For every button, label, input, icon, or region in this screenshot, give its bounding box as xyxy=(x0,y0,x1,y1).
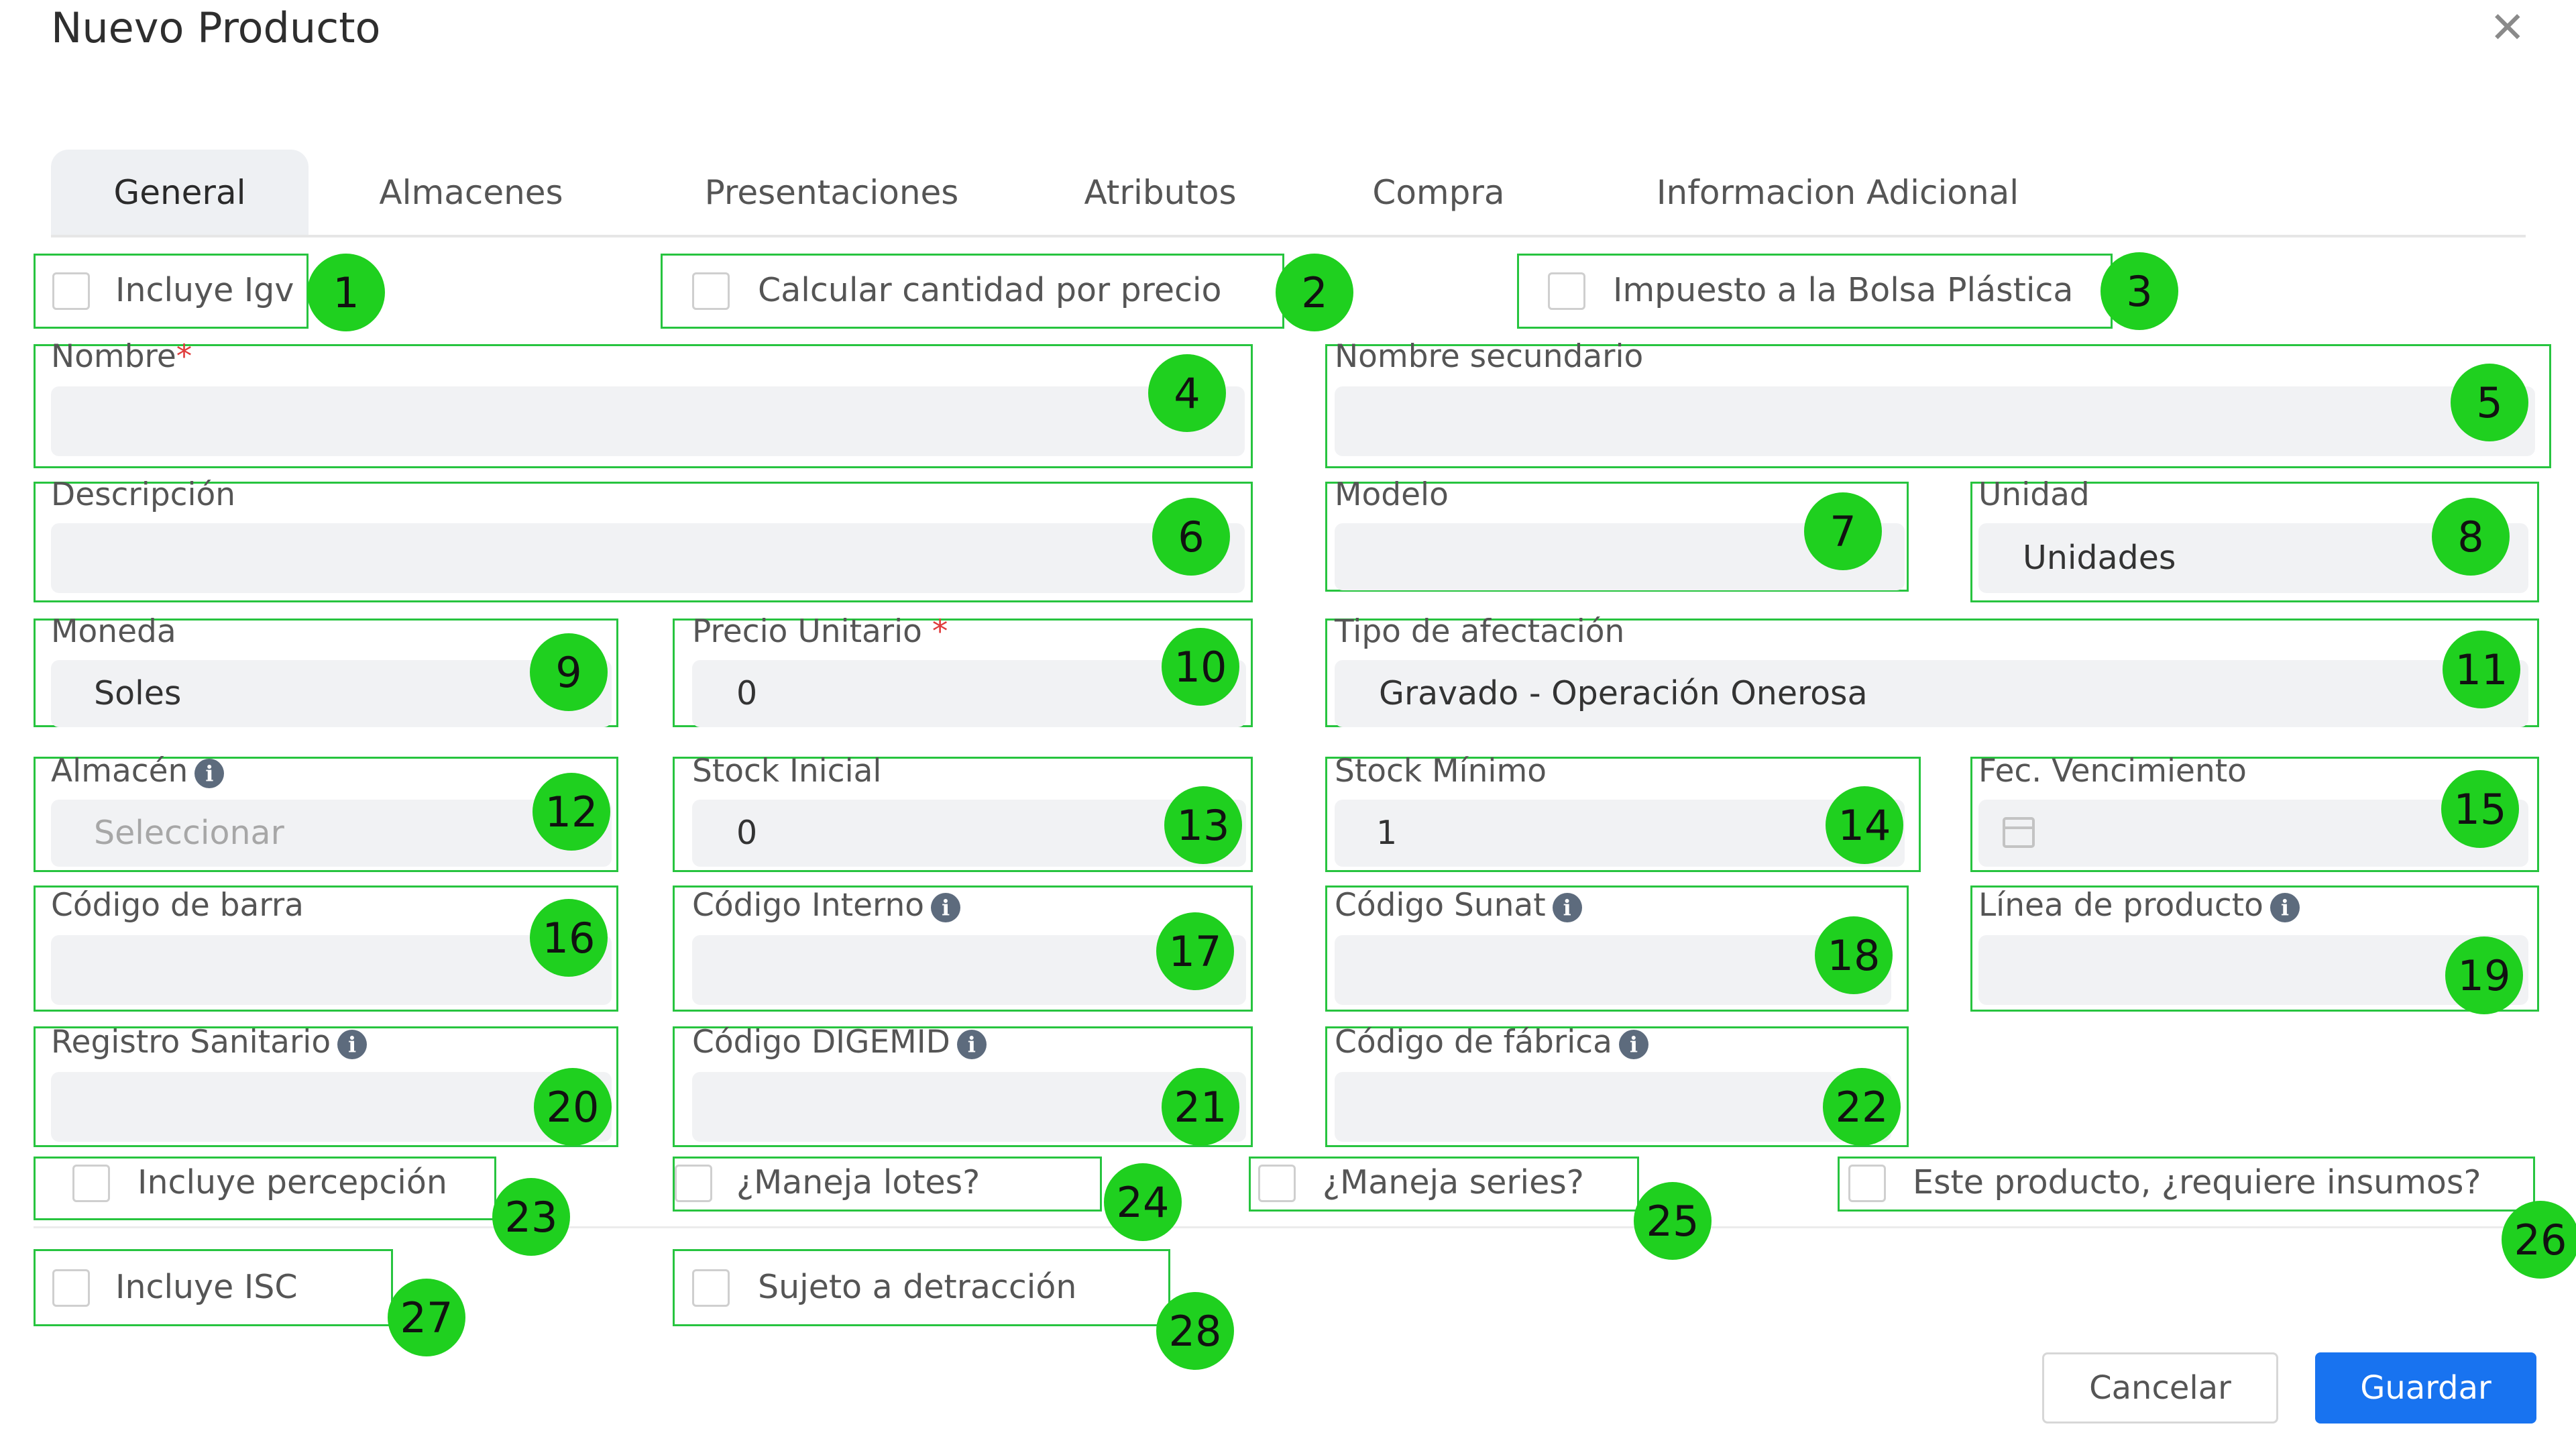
maneja-series-label: ¿Maneja series? xyxy=(1323,1163,1584,1201)
codigo-sunat-input[interactable] xyxy=(1335,935,1891,1005)
tab-underline xyxy=(51,235,2526,237)
info-icon[interactable]: i xyxy=(931,893,960,922)
calendar-icon[interactable] xyxy=(2003,817,2035,848)
close-icon[interactable]: ✕ xyxy=(2489,3,2526,53)
badge-14: 14 xyxy=(1826,786,1903,864)
stock-minimo-input[interactable] xyxy=(1335,800,1905,867)
tab-almacenes[interactable]: Almacenes xyxy=(379,172,563,212)
badge-15: 15 xyxy=(2441,770,2519,848)
moneda-label: Moneda xyxy=(51,613,176,650)
badge-28: 28 xyxy=(1156,1292,1234,1370)
badge-5: 5 xyxy=(2451,364,2528,441)
badge-4: 4 xyxy=(1148,354,1226,432)
info-icon[interactable]: i xyxy=(1553,893,1582,922)
incluye-percepcion-label: Incluye percepción xyxy=(137,1163,447,1201)
badge-10: 10 xyxy=(1162,628,1239,706)
incluye-percepcion-checkbox[interactable] xyxy=(72,1165,110,1202)
descripcion-label: Descripción xyxy=(51,476,236,513)
codigo-fabrica-input[interactable] xyxy=(1335,1072,1891,1142)
tipo-afectacion-label: Tipo de afectación xyxy=(1335,613,1625,650)
badge-26: 26 xyxy=(2502,1201,2576,1279)
badge-1: 1 xyxy=(307,254,385,331)
tab-informacion-adicional[interactable]: Informacion Adicional xyxy=(1656,172,2019,212)
nombre-secundario-label: Nombre secundario xyxy=(1335,338,1644,375)
info-icon[interactable]: i xyxy=(194,759,224,788)
impuesto-bolsa-checkbox[interactable] xyxy=(1548,272,1585,310)
cancel-button[interactable]: Cancelar xyxy=(2042,1352,2278,1424)
nombre-secundario-input[interactable] xyxy=(1335,386,2535,456)
precio-unitario-label: Precio Unitario * xyxy=(692,613,948,650)
stock-inicial-value: 0 xyxy=(736,814,758,852)
divider xyxy=(34,1226,2542,1228)
fec-vencimiento-label: Fec. Vencimiento xyxy=(1978,753,2247,790)
modelo-label: Modelo xyxy=(1335,476,1449,513)
stock-inicial-label: Stock Inicial xyxy=(692,753,882,790)
calcular-cantidad-label: Calcular cantidad por precio xyxy=(758,271,1222,309)
registro-sanitario-label: Registro Sanitario i xyxy=(51,1025,367,1060)
descripcion-input[interactable] xyxy=(51,523,1245,593)
almacen-placeholder: Seleccionar xyxy=(94,814,284,852)
tab-compra[interactable]: Compra xyxy=(1372,172,1505,212)
badge-21: 21 xyxy=(1162,1068,1239,1146)
badge-23: 23 xyxy=(492,1178,570,1256)
badge-12: 12 xyxy=(533,773,610,851)
sujeto-detraccion-label: Sujeto a detracción xyxy=(758,1268,1077,1306)
badge-8: 8 xyxy=(2432,498,2510,576)
incluye-igv-checkbox[interactable] xyxy=(52,272,90,310)
badge-19: 19 xyxy=(2445,936,2523,1014)
badge-25: 25 xyxy=(1634,1182,1712,1260)
info-icon[interactable]: i xyxy=(1619,1030,1648,1059)
requiere-insumos-checkbox[interactable] xyxy=(1848,1165,1886,1202)
nombre-input[interactable] xyxy=(51,386,1245,456)
moneda-value: Soles xyxy=(94,674,182,712)
incluye-igv-label: Incluye Igv xyxy=(115,271,294,309)
badge-3: 3 xyxy=(2101,252,2178,330)
codigo-barra-label: Código de barra xyxy=(51,887,304,924)
maneja-series-checkbox[interactable] xyxy=(1258,1165,1296,1202)
badge-6: 6 xyxy=(1152,498,1230,576)
tab-general[interactable]: General xyxy=(51,150,309,235)
info-icon[interactable]: i xyxy=(337,1030,367,1059)
codigo-interno-label: Código Interno i xyxy=(692,888,960,923)
badge-18: 18 xyxy=(1815,916,1893,994)
incluye-isc-checkbox[interactable] xyxy=(52,1269,90,1307)
codigo-barra-input[interactable] xyxy=(51,935,612,1005)
badge-13: 13 xyxy=(1164,786,1242,864)
info-icon[interactable]: i xyxy=(957,1030,987,1059)
requiere-insumos-label: Este producto, ¿requiere insumos? xyxy=(1913,1163,2481,1201)
badge-22: 22 xyxy=(1823,1068,1901,1146)
badge-2: 2 xyxy=(1276,254,1353,331)
stock-minimo-label: Stock Mínimo xyxy=(1335,753,1547,790)
badge-11: 11 xyxy=(2443,631,2520,708)
codigo-sunat-label: Código Sunat i xyxy=(1335,888,1582,923)
almacen-label: Almacén i xyxy=(51,754,224,789)
badge-17: 17 xyxy=(1156,912,1234,990)
nombre-label: Nombre* xyxy=(51,338,192,375)
dialog-title: Nuevo Producto xyxy=(51,3,381,52)
badge-24: 24 xyxy=(1104,1163,1182,1241)
info-icon[interactable]: i xyxy=(2270,893,2300,922)
stock-minimo-value: 1 xyxy=(1376,814,1398,852)
maneja-lotes-checkbox[interactable] xyxy=(675,1165,712,1202)
linea-producto-label: Línea de producto i xyxy=(1978,888,2300,923)
registro-sanitario-input[interactable] xyxy=(51,1072,612,1142)
unidad-label: Unidad xyxy=(1978,476,2090,513)
incluye-isc-label: Incluye ISC xyxy=(115,1268,298,1306)
sujeto-detraccion-checkbox[interactable] xyxy=(692,1269,730,1307)
precio-unitario-value: 0 xyxy=(736,674,758,712)
badge-9: 9 xyxy=(530,633,608,711)
calcular-cantidad-checkbox[interactable] xyxy=(692,272,730,310)
badge-7: 7 xyxy=(1804,492,1882,570)
codigo-digemid-label: Código DIGEMID i xyxy=(692,1025,987,1060)
maneja-lotes-label: ¿Maneja lotes? xyxy=(736,1163,981,1201)
tipo-afectacion-value: Gravado - Operación Onerosa xyxy=(1379,674,1868,712)
tab-atributos[interactable]: Atributos xyxy=(1084,172,1237,212)
impuesto-bolsa-label: Impuesto a la Bolsa Plástica xyxy=(1613,271,2074,309)
stock-inicial-input[interactable] xyxy=(692,800,1246,867)
save-button[interactable]: Guardar xyxy=(2315,1352,2536,1424)
unidad-value: Unidades xyxy=(2023,539,2176,577)
badge-20: 20 xyxy=(534,1068,612,1146)
badge-16: 16 xyxy=(530,899,608,977)
tab-presentaciones[interactable]: Presentaciones xyxy=(704,172,959,212)
codigo-fabrica-label: Código de fábrica i xyxy=(1335,1025,1648,1060)
badge-27: 27 xyxy=(388,1279,465,1356)
